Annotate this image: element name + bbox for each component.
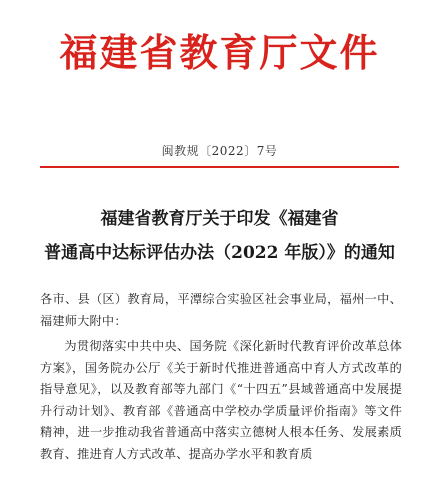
- document-number: 闽教规〔2022〕7号: [161, 144, 278, 158]
- notice-title-line-1: 福建省教育厅关于印发《福建省: [100, 209, 339, 229]
- notice-title: [0, 202, 439, 270]
- red-divider-line: [40, 166, 399, 168]
- document-body: [40, 289, 402, 465]
- notice-title-line-2: 普通高中达标评估办法（2022 年版）》的通知: [44, 243, 395, 263]
- body-paragraph-1: 为贯彻落实中共中央、国务院《深化新时代教育评价改革总体方案》，国务院办公厅《关于新时代推进普通高中育人方式改革的指导意见》，以及教育部等九部门《“十四五”县域普通高中发展提升行动计划》、教育部《普通高中学校办学质量评价指南》等文件精神，进一步推动我省普通高中落实立德树人根本任务、发展素质教育、推进育人方式改革、提高办学水平和教育质: [40, 339, 402, 461]
- masthead-title: 福建省教育厅文件: [59, 30, 380, 75]
- salutation: 各市、县（区）教育局，平潭综合实验区社会事业局，福州一中、福建师大附中：: [40, 292, 402, 328]
